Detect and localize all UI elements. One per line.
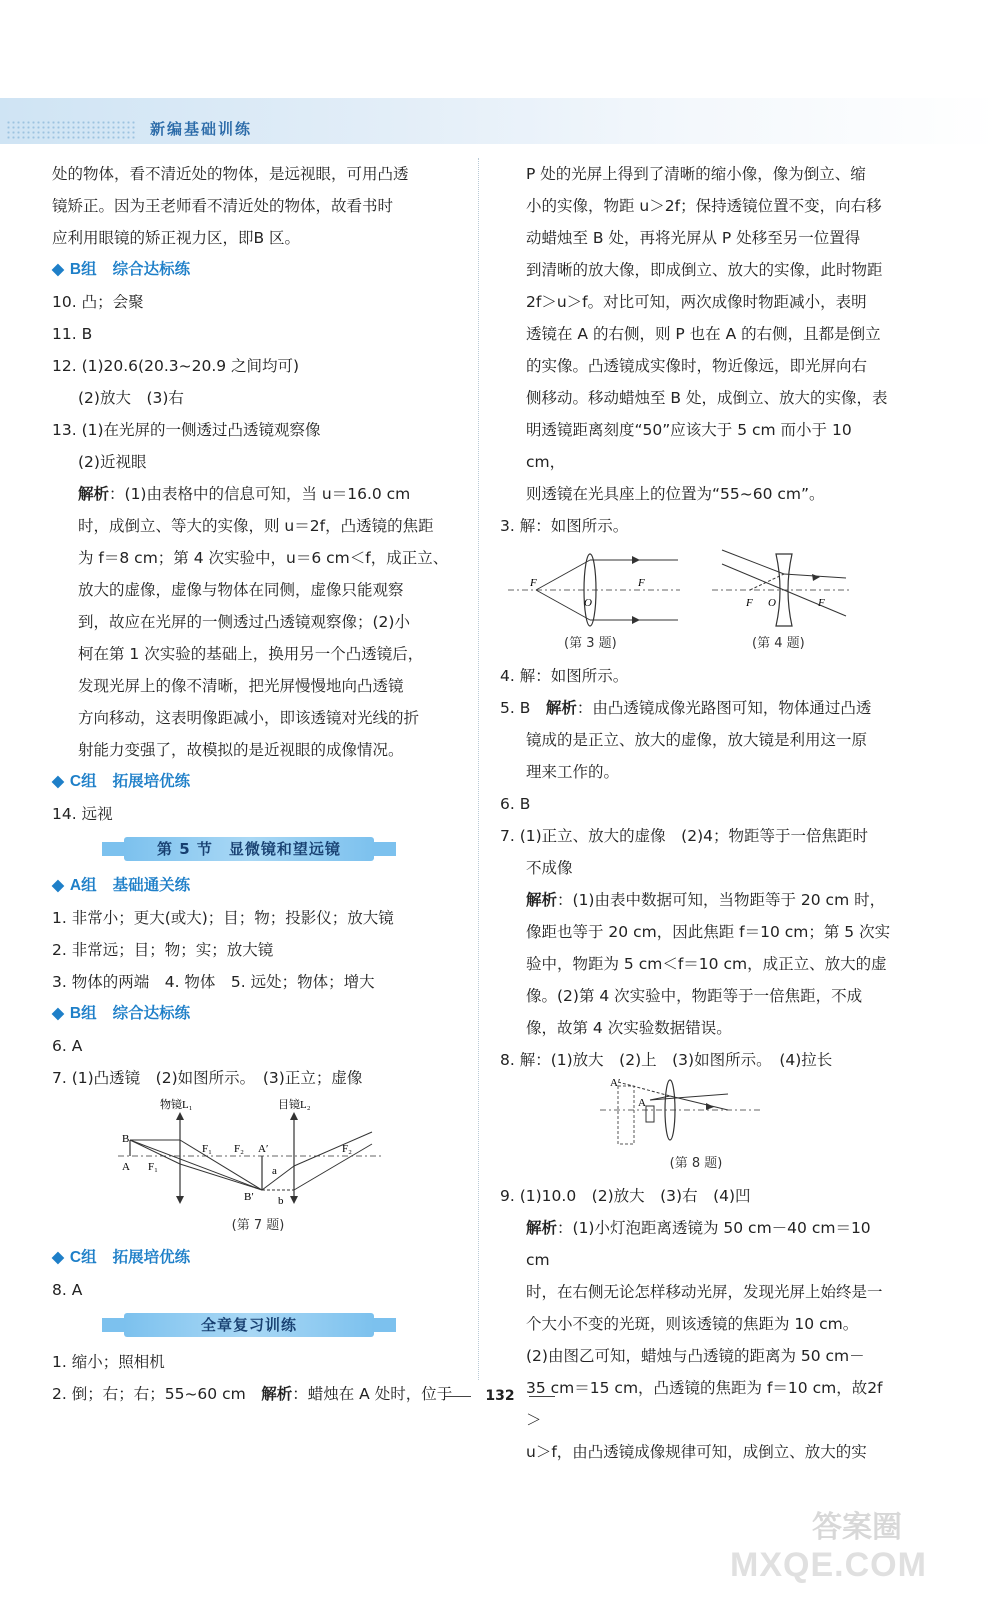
header-dot-pattern xyxy=(6,120,136,140)
answer-13-cont: (2)近视眼 xyxy=(78,453,147,471)
answer-b6: 6. A xyxy=(52,1037,83,1055)
answer-a1: 1. 非常小；更大(或大)；目；物；投影仪；放大镜 xyxy=(52,909,394,927)
label-A-prime: A′ xyxy=(258,1143,269,1155)
diamond-icon: ◆ xyxy=(52,1005,64,1022)
analysis-line: 理来工作的。 xyxy=(526,763,620,781)
label-O-4: O xyxy=(768,597,776,609)
analysis-line: 放大的虚像，虚像与物体在同侧，虚像只能观察 xyxy=(78,581,404,599)
answer-12: 12. (1)20.6(20.3~20.9 之间均可) xyxy=(52,357,300,375)
label-B: B xyxy=(122,1133,130,1145)
watermark-url: MXQE.COM xyxy=(730,1546,927,1584)
intro-line: 处的物体，看不清近处的物体，是远视眼，可用凸透 xyxy=(52,165,409,183)
answer-r1: 1. 缩小；照相机 xyxy=(52,1353,165,1371)
analysis-line: 时，在右侧无论怎样移动光屏，发现光屏上始终是一 xyxy=(526,1283,883,1301)
analysis-line: 验中，物距为 5 cm＜f＝10 cm，成正立、放大的虚 xyxy=(526,955,887,973)
figure-captions-3-4 xyxy=(500,628,892,660)
footer-dash xyxy=(445,1396,471,1397)
page-number xyxy=(400,1388,600,1404)
eyepiece-lens-label: 目镜L₂ xyxy=(278,1099,311,1111)
analysis-line: 到清晰的放大像，即成倒立、放大的实像，此时物距 xyxy=(526,261,883,279)
group-heading-c: ◆ C组 拓展培优练 xyxy=(52,1249,191,1266)
column-divider xyxy=(478,158,479,1380)
diamond-icon: ◆ xyxy=(52,773,64,790)
answer-11: 11. B xyxy=(52,325,93,343)
label-F2: F₂ xyxy=(234,1143,244,1155)
label-a: a xyxy=(272,1165,277,1177)
figure-7-caption: (第 7 题) xyxy=(231,1218,285,1233)
left-column xyxy=(52,158,464,1410)
answer-5: 5. B 解析：由凸透镜成像光路图可知，物体通过凸透 xyxy=(500,699,872,717)
analysis-line: 射能力变强了，故模拟的是近视眼的成像情况。 xyxy=(78,741,404,759)
analysis-label: 解析 xyxy=(261,1385,293,1403)
answer-a2: 2. 非常远；目；物；实；放大镜 xyxy=(52,941,274,959)
group-heading-b: ◆ B组 综合达标练 xyxy=(52,261,191,278)
label-F-right: F xyxy=(638,577,645,589)
footer-dash xyxy=(529,1396,555,1397)
microscope-ray-diagram xyxy=(52,1094,464,1210)
answer-a3: 3. 物体的两端 4. 物体 5. 远处；物体；增大 xyxy=(52,973,375,991)
analysis-7: 解析：(1)由表中数据可知，当物距等于 20 cm 时， xyxy=(526,891,886,909)
analysis-9: 解析：(1)小灯泡距离透镜为 50 cm－40 cm＝10 cm xyxy=(526,1219,871,1269)
analysis-line: 到，故应在光屏的一侧透过凸透镜观察像；(2)小 xyxy=(78,613,410,631)
label-B-prime: B′ xyxy=(244,1191,254,1203)
analysis-line: 为 f＝8 cm；第 4 次实验中，u＝6 cm＜f，成正立、 xyxy=(78,549,449,567)
answer-3: 3. 解：如图所示。 xyxy=(500,517,629,535)
label-A-prime-8: A′ xyxy=(610,1077,621,1089)
figures-3-4 xyxy=(500,542,892,628)
answer-8: 8. 解：(1)放大 (2)上 (3)如图所示。 (4)拉长 xyxy=(500,1051,833,1069)
intro-line: 镜矫正。因为王老师看不清近处的物体，故看书时 xyxy=(52,197,394,215)
analysis-line: (2)由图乙可知，蜡烛与凸透镜的距离为 50 cm－ xyxy=(526,1347,865,1365)
analysis-line: 时，成倒立、等大的实像，则 u＝2f，凸透镜的焦距 xyxy=(78,517,434,535)
lens-ray-diagrams xyxy=(500,542,892,628)
answer-r2: 2. 倒；右；右；55~60 cm 解析：蜡烛在 A 处时，位于 xyxy=(52,1385,453,1403)
label-A: A xyxy=(122,1161,130,1173)
label-F1-left: F₁ xyxy=(148,1161,158,1173)
analysis-line: P 处的光屏上得到了清晰的缩小像，像为倒立、缩 xyxy=(526,165,866,183)
figure-8 xyxy=(500,1076,892,1148)
analysis-line: 透镜在 A 的右侧，则 P 也在 A 的右侧，且都是倒立 xyxy=(526,325,881,343)
diamond-icon: ◆ xyxy=(52,1249,64,1266)
analysis-line: 柯在第 1 次实验的基础上，换用另一个凸透镜后， xyxy=(78,645,424,663)
analysis-line: 35 cm＝15 cm，凸透镜的焦距为 f＝10 cm，故2f＞ xyxy=(526,1379,883,1429)
analysis-line: 像。(2)第 4 次实验中，物距等于一倍焦距，不成 xyxy=(526,987,863,1005)
analysis-line: 则透镜在光具座上的位置为“55~60 cm”。 xyxy=(526,485,825,503)
section-5-banner xyxy=(52,834,464,866)
label-F-left-4: F xyxy=(746,597,753,609)
figure-8-caption: (第 8 题) xyxy=(669,1156,723,1171)
analysis-13: 解析：(1)由表格中的信息可知，当 u＝16.0 cm xyxy=(78,485,411,503)
analysis-line: 侧移动。移动蜡烛至 B 处，成倒立、放大的实像，表 xyxy=(526,389,888,407)
analysis-line: 个大小不变的光斑，则该透镜的焦距为 10 cm。 xyxy=(526,1315,859,1333)
label-F2-right: F₂ xyxy=(342,1143,352,1155)
intro-line: 应利用眼镜的矫正视力区，即B 区。 xyxy=(52,229,301,247)
label-F-right-4: F xyxy=(818,597,825,609)
group-heading-a: ◆ A组 基础通关练 xyxy=(52,877,191,894)
figure-7 xyxy=(52,1094,464,1210)
analysis-line: 小的实像，物距 u＞2f；保持透镜位置不变，向右移 xyxy=(526,197,882,215)
label-O: O xyxy=(584,597,592,609)
answer-b7: 7. (1)凸透镜 (2)如图所示。 (3)正立；虚像 xyxy=(52,1069,363,1087)
analysis-label: 解析 xyxy=(545,699,577,717)
label-b: b xyxy=(278,1195,284,1207)
watermark-logo: 答案圈 xyxy=(812,1511,902,1544)
page-number-value: 132 xyxy=(485,1388,515,1404)
group-heading-c: ◆ C组 拓展培优练 xyxy=(52,773,191,790)
analysis-line: 镜成的是正立、放大的虚像，放大镜是利用这一原 xyxy=(526,731,868,749)
analysis-line: 发现光屏上的像不清晰，把光屏慢慢地向凸透镜 xyxy=(78,677,404,695)
review-banner xyxy=(52,1310,464,1342)
analysis-line: 明透镜距离刻度“50”应该大于 5 cm 而小于 10 cm， xyxy=(526,421,852,471)
answer-c8: 8. A xyxy=(52,1281,83,1299)
answer-10: 10. 凸；会聚 xyxy=(52,293,144,311)
answer-13: 13. (1)在光屏的一侧透过凸透镜观察像 xyxy=(52,421,321,439)
label-F1: F₁ xyxy=(202,1143,212,1155)
group-heading-b: ◆ B组 综合达标练 xyxy=(52,1005,191,1022)
label-F-left: F xyxy=(530,577,537,589)
right-column xyxy=(500,158,892,1468)
running-header-title: 新编基础训练 xyxy=(150,120,253,138)
answer-6: 6. B xyxy=(500,795,531,813)
objective-lens-label: 物镜L₁ xyxy=(160,1099,193,1111)
analysis-line: u＞f，由凸透镜成像规律可知，成倒立、放大的实 xyxy=(526,1443,867,1461)
answer-7: 7. (1)正立、放大的虚像 (2)4；物距等于一倍焦距时 xyxy=(500,827,868,845)
answer-9: 9. (1)10.0 (2)放大 (3)右 (4)凹 xyxy=(500,1187,751,1205)
analysis-line: 像，故第 4 次实验数据错误。 xyxy=(526,1019,732,1037)
section-5-title: 第 5 节 显微镜和望远镜 xyxy=(124,837,374,861)
analysis-line: 方向移动，这表明像距减小，即该透镜对光线的折 xyxy=(78,709,420,727)
diamond-icon: ◆ xyxy=(52,877,64,894)
analysis-label: 解析 xyxy=(78,485,110,503)
answer-7-cont: 不成像 xyxy=(526,859,573,877)
label-A-8: A xyxy=(638,1097,646,1109)
analysis-line: 2f＞u＞f。对比可知，两次成像时物距减小，表明 xyxy=(526,293,867,311)
analysis-line: 的实像。凸透镜成实像时，物近像远，即光屏向右 xyxy=(526,357,868,375)
answer-4: 4. 解：如图所示。 xyxy=(500,667,629,685)
answer-12-cont: (2)放大 (3)右 xyxy=(78,389,184,407)
figure-3-caption: (第 3 题) xyxy=(564,636,617,651)
magnifier-ray-diagram xyxy=(500,1076,892,1148)
analysis-label: 解析 xyxy=(526,1219,558,1237)
answer-14: 14. 远视 xyxy=(52,805,113,823)
diamond-icon: ◆ xyxy=(52,261,64,278)
analysis-line: 像距也等于 20 cm，因此焦距 f＝10 cm；第 5 次实 xyxy=(526,923,891,941)
review-title: 全章复习训练 xyxy=(124,1313,374,1337)
figure-4-caption: (第 4 题) xyxy=(752,636,805,651)
analysis-line: 动蜡烛至 B 处，再将光屏从 P 处移至另一位置得 xyxy=(526,229,861,247)
analysis-label: 解析 xyxy=(526,891,558,909)
